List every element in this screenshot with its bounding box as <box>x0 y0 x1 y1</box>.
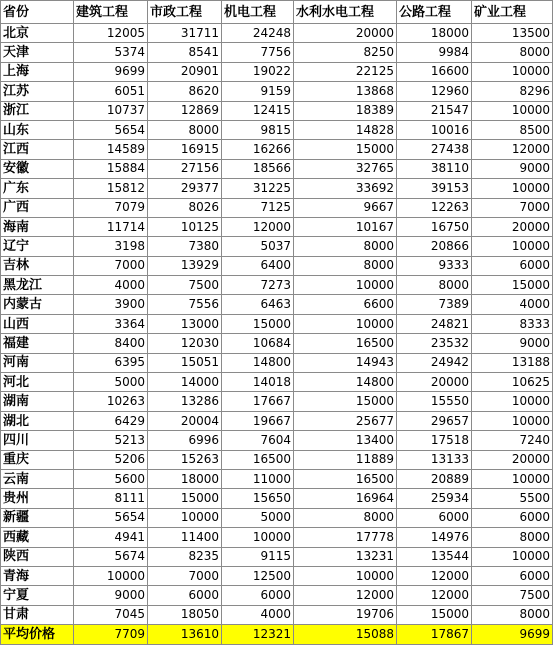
value-cell[interactable]: 6000 <box>472 566 553 585</box>
value-cell[interactable]: 15884 <box>74 159 148 178</box>
header-row <box>1 1 553 24</box>
province-cell[interactable]: 贵州 <box>1 489 74 508</box>
table-row <box>1 140 553 159</box>
value-cell[interactable]: 9000 <box>472 159 553 178</box>
average-value-cell[interactable]: 15088 <box>294 625 397 644</box>
province-cell[interactable]: 宁夏 <box>1 586 74 605</box>
table-row <box>1 256 553 275</box>
table-row <box>1 566 553 585</box>
value-cell[interactable]: 8000 <box>472 605 553 624</box>
value-cell[interactable]: 8000 <box>294 237 397 256</box>
value-cell[interactable]: 19706 <box>294 605 397 624</box>
value-cell[interactable]: 20000 <box>472 450 553 469</box>
value-cell[interactable]: 6395 <box>74 353 148 372</box>
province-cell[interactable]: 辽宁 <box>1 237 74 256</box>
value-cell[interactable]: 7500 <box>148 276 222 295</box>
value-cell[interactable]: 10263 <box>74 392 148 411</box>
value-cell[interactable]: 6000 <box>472 508 553 527</box>
table-row <box>1 528 553 547</box>
value-cell[interactable]: 6996 <box>148 431 222 450</box>
value-cell[interactable]: 19022 <box>222 62 294 81</box>
average-value-cell[interactable]: 12321 <box>222 625 294 644</box>
value-cell[interactable]: 10000 <box>472 62 553 81</box>
value-cell[interactable]: 9333 <box>397 256 472 275</box>
table-row <box>1 411 553 430</box>
value-cell[interactable]: 20000 <box>472 217 553 236</box>
value-cell[interactable]: 27438 <box>397 140 472 159</box>
value-cell[interactable]: 5674 <box>74 547 148 566</box>
value-cell[interactable]: 11889 <box>294 450 397 469</box>
value-cell[interactable]: 14589 <box>74 140 148 159</box>
province-cell[interactable]: 河南 <box>1 353 74 372</box>
header-category[interactable]: 公路工程 <box>397 1 472 24</box>
table-row <box>1 373 553 392</box>
average-value-cell[interactable]: 13610 <box>148 625 222 644</box>
value-cell[interactable]: 7389 <box>397 295 472 314</box>
value-cell[interactable]: 10625 <box>472 373 553 392</box>
value-cell[interactable]: 9699 <box>74 62 148 81</box>
value-cell[interactable]: 7556 <box>148 295 222 314</box>
average-label[interactable]: 平均价格 <box>1 625 74 644</box>
value-cell[interactable]: 15550 <box>397 392 472 411</box>
value-cell[interactable]: 17667 <box>222 392 294 411</box>
value-cell[interactable]: 6400 <box>222 256 294 275</box>
value-cell[interactable]: 12000 <box>222 217 294 236</box>
table-row <box>1 314 553 333</box>
value-cell[interactable]: 12000 <box>472 140 553 159</box>
table-row <box>1 237 553 256</box>
province-cell[interactable]: 新疆 <box>1 508 74 527</box>
value-cell[interactable]: 12000 <box>397 586 472 605</box>
value-cell[interactable]: 4000 <box>472 295 553 314</box>
header-category[interactable]: 机电工程 <box>222 1 294 24</box>
value-cell[interactable]: 5037 <box>222 237 294 256</box>
value-cell[interactable]: 38110 <box>397 159 472 178</box>
value-cell[interactable]: 9115 <box>222 547 294 566</box>
value-cell[interactable]: 22125 <box>294 62 397 81</box>
value-cell[interactable]: 10000 <box>472 411 553 430</box>
value-cell[interactable]: 20004 <box>148 411 222 430</box>
value-cell[interactable]: 5000 <box>74 373 148 392</box>
value-cell[interactable]: 25677 <box>294 411 397 430</box>
value-cell[interactable]: 24942 <box>397 353 472 372</box>
province-cell[interactable]: 黑龙江 <box>1 276 74 295</box>
value-cell[interactable]: 8000 <box>294 256 397 275</box>
province-cell[interactable]: 湖北 <box>1 411 74 430</box>
value-cell[interactable]: 6000 <box>148 586 222 605</box>
value-cell[interactable]: 6000 <box>397 508 472 527</box>
value-cell[interactable]: 13188 <box>472 353 553 372</box>
value-cell[interactable]: 6051 <box>74 82 148 101</box>
value-cell[interactable]: 14943 <box>294 353 397 372</box>
value-cell[interactable]: 19667 <box>222 411 294 430</box>
value-cell[interactable]: 10000 <box>294 314 397 333</box>
table-row <box>1 276 553 295</box>
province-cell[interactable]: 北京 <box>1 24 74 43</box>
value-cell[interactable]: 23532 <box>397 334 472 353</box>
value-cell[interactable]: 13500 <box>472 24 553 43</box>
value-cell[interactable]: 12005 <box>74 24 148 43</box>
average-value-cell[interactable]: 9699 <box>472 625 553 644</box>
value-cell[interactable]: 5213 <box>74 431 148 450</box>
value-cell[interactable]: 12000 <box>397 566 472 585</box>
value-cell[interactable]: 25934 <box>397 489 472 508</box>
value-cell[interactable]: 8026 <box>148 198 222 217</box>
value-cell[interactable]: 8296 <box>472 82 553 101</box>
table-row <box>1 469 553 488</box>
value-cell[interactable]: 8000 <box>472 528 553 547</box>
value-cell[interactable]: 14000 <box>148 373 222 392</box>
value-cell[interactable]: 16915 <box>148 140 222 159</box>
value-cell[interactable]: 18566 <box>222 159 294 178</box>
value-cell[interactable]: 7273 <box>222 276 294 295</box>
value-cell[interactable]: 13000 <box>148 314 222 333</box>
province-cell[interactable]: 重庆 <box>1 450 74 469</box>
value-cell[interactable]: 10000 <box>222 528 294 547</box>
value-cell[interactable]: 18389 <box>294 101 397 120</box>
value-cell[interactable]: 10000 <box>472 101 553 120</box>
header-category[interactable]: 水利水电工程 <box>294 1 397 24</box>
average-value-cell[interactable]: 17867 <box>397 625 472 644</box>
value-cell[interactable]: 13400 <box>294 431 397 450</box>
value-cell[interactable]: 5654 <box>74 120 148 139</box>
value-cell[interactable]: 17778 <box>294 528 397 547</box>
value-cell[interactable]: 15650 <box>222 489 294 508</box>
value-cell[interactable]: 24248 <box>222 24 294 43</box>
value-cell[interactable]: 14018 <box>222 373 294 392</box>
province-cell[interactable]: 河北 <box>1 373 74 392</box>
value-cell[interactable]: 32765 <box>294 159 397 178</box>
table-row <box>1 179 553 198</box>
value-cell[interactable]: 15000 <box>472 276 553 295</box>
value-cell[interactable]: 12263 <box>397 198 472 217</box>
value-cell[interactable]: 13868 <box>294 82 397 101</box>
value-cell[interactable]: 20901 <box>148 62 222 81</box>
value-cell[interactable]: 12030 <box>148 334 222 353</box>
value-cell[interactable]: 20000 <box>397 373 472 392</box>
value-cell[interactable]: 18000 <box>148 469 222 488</box>
province-cell[interactable]: 湖南 <box>1 392 74 411</box>
header-province[interactable]: 省份 <box>1 1 74 24</box>
value-cell[interactable]: 13929 <box>148 256 222 275</box>
value-cell[interactable]: 9159 <box>222 82 294 101</box>
table-row <box>1 508 553 527</box>
header-category[interactable]: 建筑工程 <box>74 1 148 24</box>
value-cell[interactable]: 27156 <box>148 159 222 178</box>
table-row <box>1 217 553 236</box>
value-cell[interactable]: 16500 <box>222 450 294 469</box>
province-cell[interactable]: 海南 <box>1 217 74 236</box>
value-cell[interactable]: 14800 <box>294 373 397 392</box>
value-cell[interactable]: 16500 <box>294 469 397 488</box>
value-cell[interactable]: 6429 <box>74 411 148 430</box>
province-cell[interactable]: 青海 <box>1 566 74 585</box>
province-cell[interactable]: 山西 <box>1 314 74 333</box>
value-cell[interactable]: 7000 <box>472 198 553 217</box>
value-cell[interactable]: 7045 <box>74 605 148 624</box>
value-cell[interactable]: 15000 <box>222 314 294 333</box>
value-cell[interactable]: 3900 <box>74 295 148 314</box>
value-cell[interactable]: 16500 <box>294 334 397 353</box>
value-cell[interactable]: 9000 <box>472 334 553 353</box>
value-cell[interactable]: 8111 <box>74 489 148 508</box>
value-cell[interactable]: 10000 <box>472 547 553 566</box>
province-cell[interactable]: 内蒙古 <box>1 295 74 314</box>
value-cell[interactable]: 4000 <box>222 605 294 624</box>
value-cell[interactable]: 7380 <box>148 237 222 256</box>
value-cell[interactable]: 10000 <box>472 392 553 411</box>
value-cell[interactable]: 18050 <box>148 605 222 624</box>
value-cell[interactable]: 12869 <box>148 101 222 120</box>
table-body <box>1 24 553 625</box>
value-cell[interactable]: 13544 <box>397 547 472 566</box>
value-cell[interactable]: 14976 <box>397 528 472 547</box>
value-cell[interactable]: 8000 <box>472 43 553 62</box>
value-cell[interactable]: 10125 <box>148 217 222 236</box>
province-cell[interactable]: 西藏 <box>1 528 74 547</box>
province-cell[interactable]: 山东 <box>1 120 74 139</box>
value-cell[interactable]: 13133 <box>397 450 472 469</box>
value-cell[interactable]: 5500 <box>472 489 553 508</box>
table-row <box>1 120 553 139</box>
value-cell[interactable]: 5374 <box>74 43 148 62</box>
province-cell[interactable]: 四川 <box>1 431 74 450</box>
table-row <box>1 334 553 353</box>
province-cell[interactable]: 江苏 <box>1 82 74 101</box>
table-row <box>1 547 553 566</box>
value-cell[interactable]: 10000 <box>472 237 553 256</box>
value-cell[interactable]: 3198 <box>74 237 148 256</box>
value-cell[interactable]: 3364 <box>74 314 148 333</box>
value-cell[interactable]: 10684 <box>222 334 294 353</box>
value-cell[interactable]: 8500 <box>472 120 553 139</box>
table-row <box>1 353 553 372</box>
value-cell[interactable]: 7604 <box>222 431 294 450</box>
table-row <box>1 198 553 217</box>
value-cell[interactable]: 10000 <box>148 508 222 527</box>
table-row <box>1 450 553 469</box>
average-value-cell[interactable]: 7709 <box>74 625 148 644</box>
value-cell[interactable]: 8400 <box>74 334 148 353</box>
value-cell[interactable]: 14828 <box>294 120 397 139</box>
value-cell[interactable]: 6000 <box>222 586 294 605</box>
value-cell[interactable]: 10737 <box>74 101 148 120</box>
table-row <box>1 392 553 411</box>
province-cell[interactable]: 陕西 <box>1 547 74 566</box>
province-cell[interactable]: 吉林 <box>1 256 74 275</box>
value-cell[interactable]: 16600 <box>397 62 472 81</box>
value-cell[interactable]: 15263 <box>148 450 222 469</box>
value-cell[interactable]: 7125 <box>222 198 294 217</box>
value-cell[interactable]: 15000 <box>294 392 397 411</box>
value-cell[interactable]: 24821 <box>397 314 472 333</box>
value-cell[interactable]: 9667 <box>294 198 397 217</box>
value-cell[interactable]: 39153 <box>397 179 472 198</box>
value-cell[interactable]: 10000 <box>294 566 397 585</box>
table-row <box>1 431 553 450</box>
value-cell[interactable]: 10000 <box>472 469 553 488</box>
value-cell[interactable]: 12415 <box>222 101 294 120</box>
province-cell[interactable]: 上海 <box>1 62 74 81</box>
value-cell[interactable]: 12500 <box>222 566 294 585</box>
table-row <box>1 605 553 624</box>
table-row <box>1 159 553 178</box>
value-cell[interactable]: 31225 <box>222 179 294 198</box>
value-cell[interactable]: 15000 <box>148 489 222 508</box>
province-cell[interactable]: 天津 <box>1 43 74 62</box>
value-cell[interactable]: 29377 <box>148 179 222 198</box>
value-cell[interactable]: 6000 <box>472 256 553 275</box>
province-cell[interactable]: 广西 <box>1 198 74 217</box>
value-cell[interactable]: 20889 <box>397 469 472 488</box>
value-cell[interactable]: 16266 <box>222 140 294 159</box>
value-cell[interactable]: 5000 <box>222 508 294 527</box>
value-cell[interactable]: 10000 <box>294 276 397 295</box>
header-category[interactable]: 市政工程 <box>148 1 222 24</box>
table-row <box>1 295 553 314</box>
value-cell[interactable]: 10000 <box>74 566 148 585</box>
value-cell[interactable]: 7000 <box>74 256 148 275</box>
value-cell[interactable]: 7000 <box>148 566 222 585</box>
value-cell[interactable]: 10000 <box>472 179 553 198</box>
value-cell[interactable]: 8000 <box>397 276 472 295</box>
province-cell[interactable]: 云南 <box>1 469 74 488</box>
value-cell[interactable]: 8000 <box>148 120 222 139</box>
value-cell[interactable]: 16750 <box>397 217 472 236</box>
value-cell[interactable]: 16964 <box>294 489 397 508</box>
value-cell[interactable]: 7079 <box>74 198 148 217</box>
value-cell[interactable]: 11400 <box>148 528 222 547</box>
table-row <box>1 101 553 120</box>
value-cell[interactable]: 33692 <box>294 179 397 198</box>
province-cell[interactable]: 甘肃 <box>1 605 74 624</box>
value-cell[interactable]: 8333 <box>472 314 553 333</box>
header-category[interactable]: 矿业工程 <box>472 1 553 24</box>
value-cell[interactable]: 21547 <box>397 101 472 120</box>
value-cell[interactable]: 9984 <box>397 43 472 62</box>
value-cell[interactable]: 13231 <box>294 547 397 566</box>
value-cell[interactable]: 15000 <box>294 140 397 159</box>
value-cell[interactable]: 8620 <box>148 82 222 101</box>
table-row <box>1 82 553 101</box>
value-cell[interactable]: 11000 <box>222 469 294 488</box>
value-cell[interactable]: 11714 <box>74 217 148 236</box>
value-cell[interactable]: 5600 <box>74 469 148 488</box>
value-cell[interactable]: 12960 <box>397 82 472 101</box>
province-cell[interactable]: 福建 <box>1 334 74 353</box>
value-cell[interactable]: 8250 <box>294 43 397 62</box>
value-cell[interactable]: 10016 <box>397 120 472 139</box>
value-cell[interactable]: 10167 <box>294 217 397 236</box>
value-cell[interactable]: 17518 <box>397 431 472 450</box>
value-cell[interactable]: 14800 <box>222 353 294 372</box>
value-cell[interactable]: 15812 <box>74 179 148 198</box>
value-cell[interactable]: 4000 <box>74 276 148 295</box>
province-cell[interactable]: 江西 <box>1 140 74 159</box>
value-cell[interactable]: 5206 <box>74 450 148 469</box>
table-row <box>1 489 553 508</box>
value-cell[interactable]: 20866 <box>397 237 472 256</box>
value-cell[interactable]: 8541 <box>148 43 222 62</box>
value-cell[interactable]: 15051 <box>148 353 222 372</box>
province-cell[interactable]: 浙江 <box>1 101 74 120</box>
province-cell[interactable]: 广东 <box>1 179 74 198</box>
value-cell[interactable]: 8235 <box>148 547 222 566</box>
value-cell[interactable]: 31711 <box>148 24 222 43</box>
value-cell[interactable]: 29657 <box>397 411 472 430</box>
value-cell[interactable]: 12000 <box>294 586 397 605</box>
value-cell[interactable]: 20000 <box>294 24 397 43</box>
table-row <box>1 43 553 62</box>
value-cell[interactable]: 7756 <box>222 43 294 62</box>
value-cell[interactable]: 6600 <box>294 295 397 314</box>
value-cell[interactable]: 7500 <box>472 586 553 605</box>
value-cell[interactable]: 9000 <box>74 586 148 605</box>
value-cell[interactable]: 6463 <box>222 295 294 314</box>
value-cell[interactable]: 7240 <box>472 431 553 450</box>
value-cell[interactable]: 8000 <box>294 508 397 527</box>
value-cell[interactable]: 4941 <box>74 528 148 547</box>
value-cell[interactable]: 9815 <box>222 120 294 139</box>
value-cell[interactable]: 5654 <box>74 508 148 527</box>
table-row <box>1 62 553 81</box>
value-cell[interactable]: 18000 <box>397 24 472 43</box>
table-row <box>1 586 553 605</box>
average-row <box>1 625 553 644</box>
value-cell[interactable]: 13286 <box>148 392 222 411</box>
province-cell[interactable]: 安徽 <box>1 159 74 178</box>
value-cell[interactable]: 15000 <box>397 605 472 624</box>
table-row <box>1 24 553 43</box>
